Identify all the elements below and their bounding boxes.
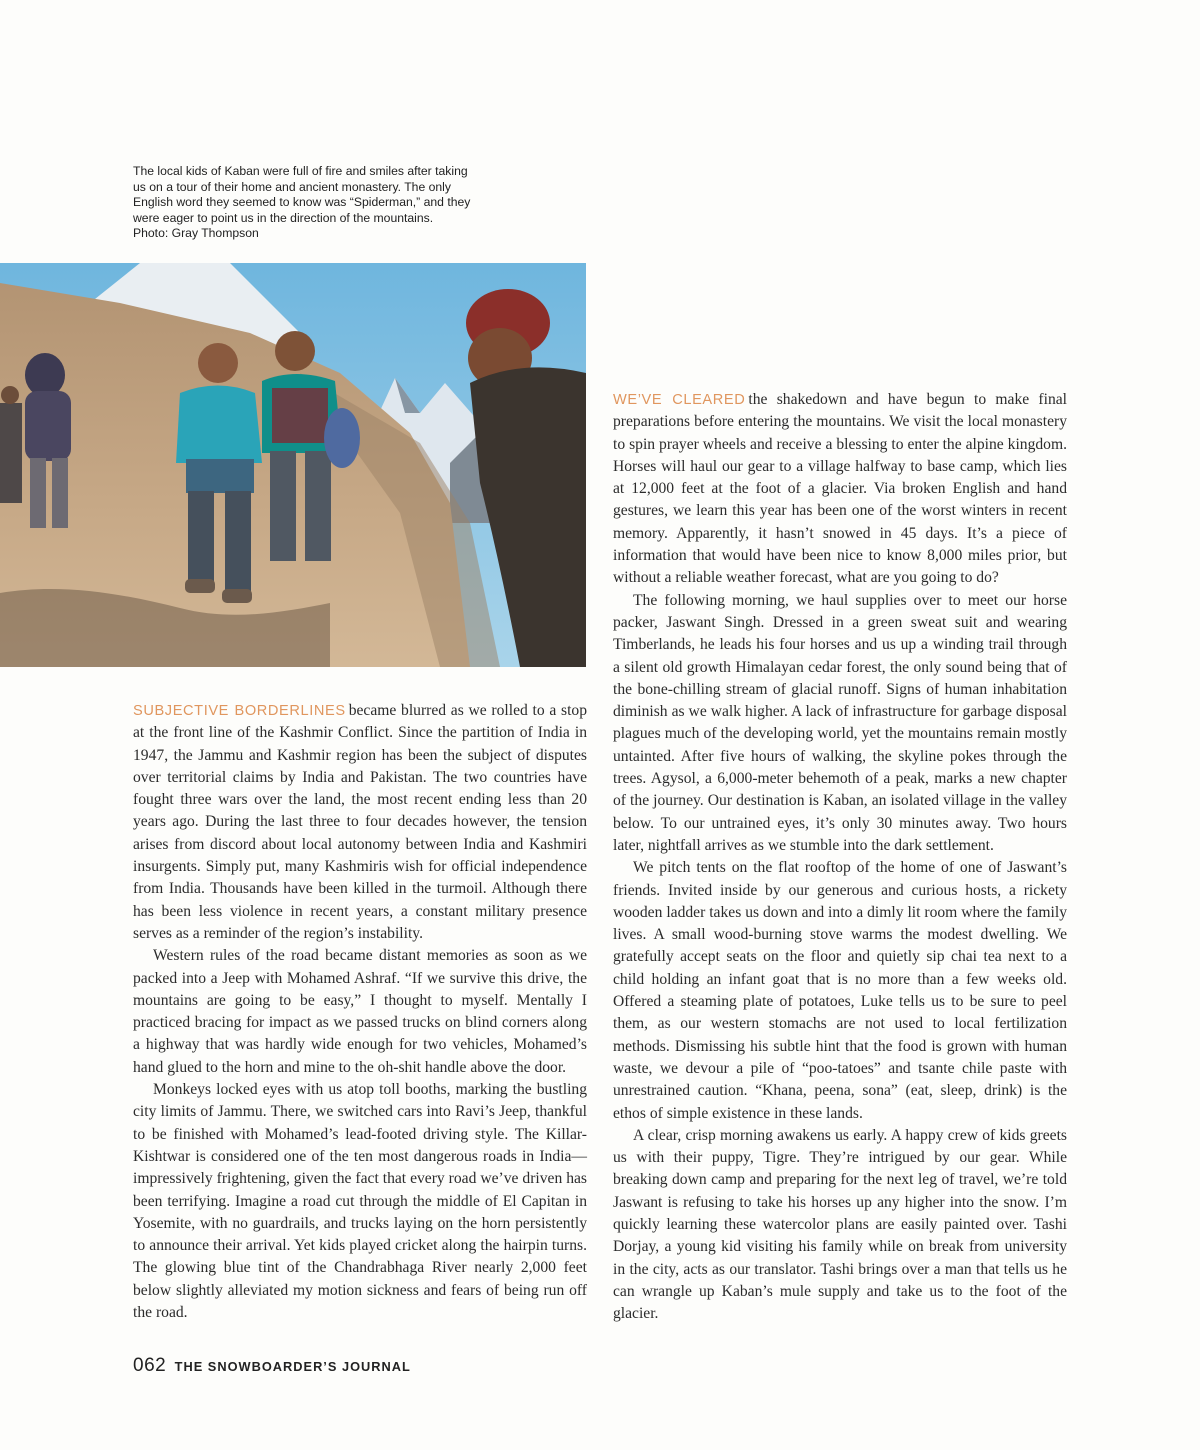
caption-line: English word they seemed to know was “Spiderman,” and they	[133, 195, 471, 210]
article-column-left	[133, 700, 587, 1324]
kids-jumping-photo	[0, 263, 586, 667]
page-footer	[133, 1355, 411, 1377]
caption-line: us on a tour of their home and ancient monastery. The only	[133, 179, 451, 194]
paragraph	[133, 700, 587, 945]
paragraph	[613, 389, 1067, 590]
paragraph: Monkeys locked eyes with us atop toll booths, marking the bustling city limits of Jammu. There, we switched cars into Ravi’s Jeep, thankful to be finished with Mohamed’s lead-footed driving style. The Killar-Kishtwar is considered one of the ten most dangerous roads in India—impressively frightening, given the fact that every road we’ve driven has been terrifying. Imagine a road cut through the middle of El Capitan in Yosemite, with no guardrails, and trucks laying on the horn persistently to announce their arrival. Yet kids played cricket along the hairpin turns. The glowing blue tint of the Chandrabhaga River nearly 2,000 feet below slightly alleviated my motion sickness and fears of being run off the road.	[133, 1081, 587, 1322]
publication-name: THE SNOWBOARDER’S JOURNAL	[174, 1359, 411, 1374]
paragraph: Western rules of the road became distant memories as soon as we packed into a Jeep with Mohamed Ashraf. “If we survive this drive, the mountains are going to be easy,” I thought to myself. Mentally I practiced bracing for impact as we passed trucks on blind corners along a highway that was hardly wide enough for two vehicles, Mohamed’s hand glued to the horn and mine to the oh-shit handle above the door.	[133, 947, 587, 1076]
paragraph: A clear, crisp morning awakens us early. A happy crew of kids greets us with their puppy, Tigre. They’re intrigued by our gear. While breaking down camp and preparing for the next leg of travel, we’re told Jaswant is refusing to take his horses up any higher into the snow. I’m quickly learning these watercolor plans are easily painted over. Tashi Dorjay, a young kid visiting his family while on break from university in the city, acts as our translator. Tashi brings over a man that tells us he can wrangle up Kaban’s mule supply and take us to the foot of the glacier.	[613, 1126, 1067, 1323]
kids-jumping-illustration	[0, 263, 586, 667]
caption-line: The local kids of Kaban were full of fire and smiles after taking	[133, 164, 468, 178]
caption-line: were eager to point us in the direction of the mountains.	[133, 210, 434, 225]
photo-caption	[133, 164, 503, 242]
lead-in: WE’VE CLEARED	[613, 392, 746, 408]
photo-credit: Photo: Gray Thompson	[133, 226, 259, 241]
lead-in: SUBJECTIVE BORDERLINES	[133, 703, 346, 719]
article-column-right	[613, 389, 1067, 1325]
paragraph-text: the shakedown and have begun to make final preparations before entering the mountains. We visit the local monastery to spin prayer wheels and receive a blessing to enter the alpine kingdom. Horses will haul our gear to a village halfway to base camp, which lies at 12,000 feet at the foot of a glacier. Via broken English and hand gestures, we learn this year has been one of the worst winters in recent memory. Apparently, it hasn’t snowed in 45 days. It’s a piece of information that would have been nice to know 8,000 miles prior, but without a reliable weather forecast, what are you going to do?	[613, 391, 1068, 587]
page-number: 062	[133, 1355, 167, 1376]
paragraph: The following morning, we haul supplies over to meet our horse packer, Jaswant Singh. Dressed in a green sweat suit and wearing Timberlands, he leads his four horses and us up a winding trail through a silent old growth Himalayan cedar forest, the only sound being that of the bone-chilling stream of glacial runoff. Signs of human inhabitation diminish as we walk higher. A lack of infrastructure for garbage disposal plagues much of the developing world, yet the mountains remain mostly untainted. After five hours of walking, the skyline pokes through the trees. Agysol, a 6,000-meter behemoth of a peak, marks a new chapter of the journey. Our destination is Kaban, an isolated village in the valley below. To our untrained eyes, it’s only 30 minutes away. Two hours later, nightfall arrives as we stumble into the dark settlement.	[613, 591, 1067, 854]
paragraph-text: became blurred as we rolled to a stop at the front line of the Kashmir Conflict. Since the partition of India in 1947, the Jammu and Kashmir region has been the subject of disputes over territorial claims by India and Pakistan. The two countries have fought three wars over the land, the most recent ending less than 20 years ago. During the last three to four decades however, the tension arises from discord about local autonomy between India and Kashmiri insurgents. Simply put, many Kashmiris wish for official independence from India. Thousands have been killed in the turmoil. Although there has been less violence in recent years, a constant military presence serves as a reminder of the region’s instability.	[133, 702, 587, 942]
paragraph: We pitch tents on the flat rooftop of the home of one of Jaswant’s friends. Invited inside by our generous and curious hosts, a rickety wooden ladder takes us down and into a dimly lit room where the family lives. A small wood-burning stove warms the modest dwelling. We gratefully accept seats on the floor and quietly sip chai tea next to a child holding an infant goat that is no more than a few weeks old. Offered a steaming plate of potatoes, Luke tells us to be sure to peel them, as our western stomachs are not used to local fertilization methods. Dismissing his subtle hint that the food is grown with human waste, we devour a pile of “poo-tatoes” and tsante chile paste with unrestrained caution. “Khana, peena, sona” (eat, sleep, drink) is the ethos of simple existence in these lands.	[613, 859, 1067, 1122]
